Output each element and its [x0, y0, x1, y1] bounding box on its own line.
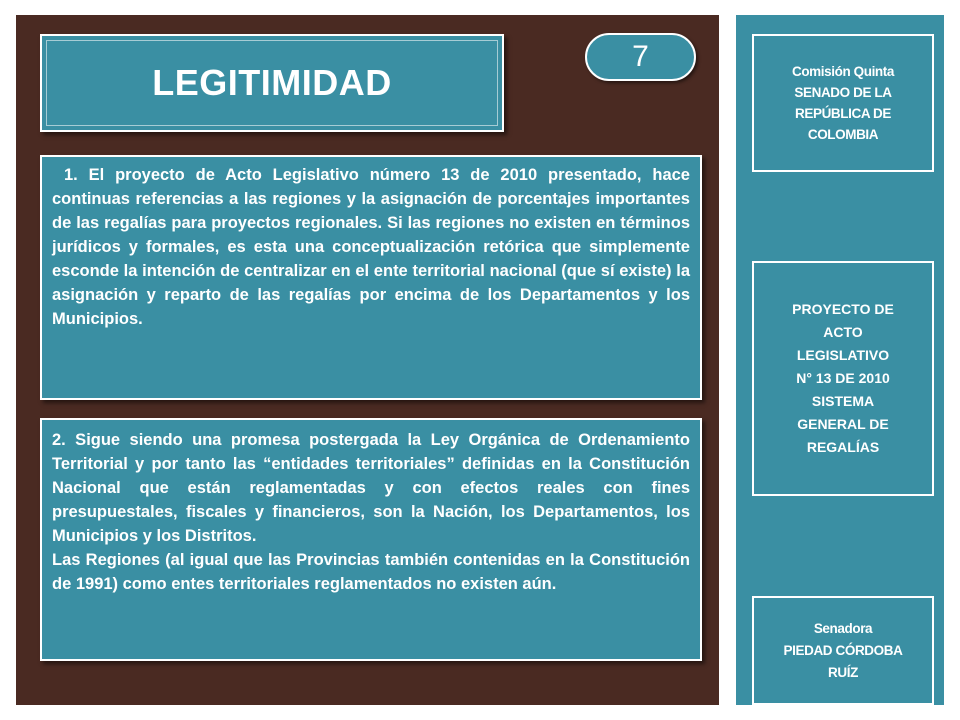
institution-line: SENADO DE LA: [794, 85, 892, 100]
project-line: LEGISLATIVO: [796, 347, 890, 363]
institution-line: Comisión Quinta: [791, 64, 894, 79]
project-line: PROYECTO DE: [792, 301, 894, 317]
project-line: REGALÍAS: [806, 439, 880, 455]
author-line: RUÍZ: [828, 664, 858, 680]
paragraph-3: Las Regiones (al igual que las Provincias también contenidas en la Constitución de 1991) como entes territoriales reglamentados no existen aún.: [52, 551, 690, 593]
project-line: ACTO: [823, 324, 863, 340]
slide-title: LEGITIMIDAD: [152, 62, 392, 103]
project-box: [752, 261, 934, 496]
paragraph-1: 1. El proyecto de Acto Legislativo número 13 de 2010 presentado, hace continuas referencias a las regiones y la asignación de porcentajes importantes de las regalías para proyectos regionales. Si las regiones no existen en términos jurídicos y formales, es esta una conceptualización retórica que simplemente esconde la intención de centralizar en el ente territorial nacional (que sí existe) la asignación y reparto de las regalías por encima de los Departamentos y los Municipios.: [52, 166, 690, 328]
paragraph-box-2: [40, 418, 702, 661]
title-box: [40, 34, 504, 132]
author-box: [752, 596, 934, 705]
paragraph-2: 2. Sigue siendo una promesa postergada la Ley Orgánica de Ordenamiento Territorial y por tanto las “entidades territoriales” definidas en la Constitución Nacional que están reglamentadas y con efectos reales con fines presupuestales, fiscales y financieros, son la Nación, los Departamentos, los Municipios y los Distritos.: [52, 431, 690, 545]
project-line: SISTEMA: [811, 393, 875, 409]
paragraph-box-1: [40, 155, 702, 400]
project-line: N° 13 DE 2010: [796, 370, 890, 386]
institution-box: [752, 34, 934, 172]
project-line: GENERAL DE: [797, 416, 889, 432]
page-number-badge: 7: [585, 33, 696, 81]
institution-line: REPÚBLICA DE: [795, 106, 891, 121]
author-line: Senadora: [813, 620, 873, 636]
institution-line: COLOMBIA: [807, 127, 879, 142]
author-line: PIEDAD CÓRDOBA: [783, 642, 903, 658]
